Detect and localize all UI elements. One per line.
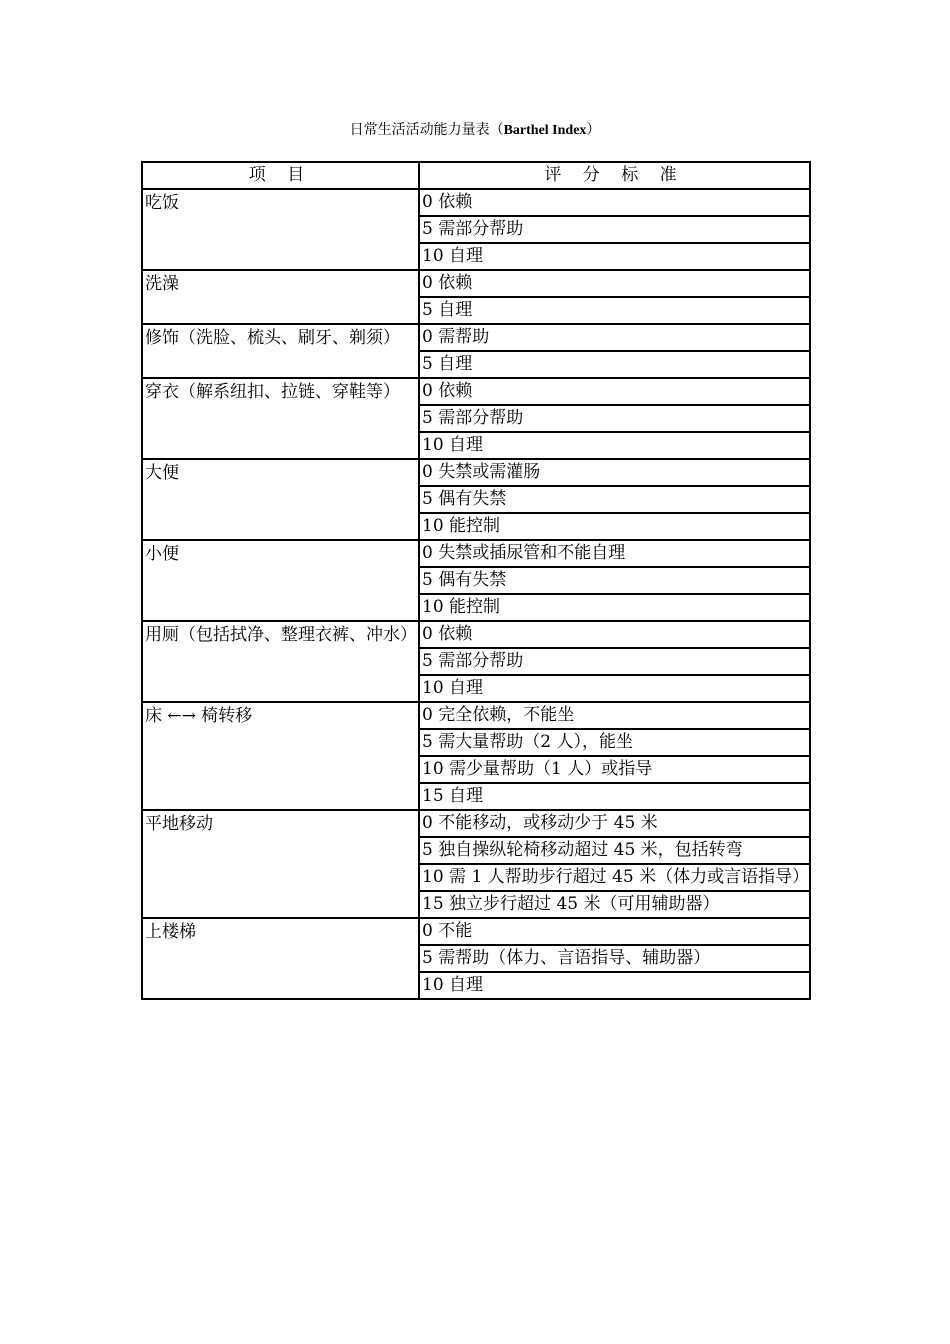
- score-cell: 5 独自操纵轮椅移动超过 45 米，包括转弯: [419, 837, 810, 864]
- table-row: [142, 540, 810, 567]
- header-criteria: 评 分 标 准: [419, 162, 810, 189]
- item-cell: 穿衣（解系纽扣、拉链、穿鞋等）: [142, 378, 419, 459]
- score-cell: 0 不能移动，或移动少于 45 米: [419, 810, 810, 837]
- item-cell: 吃饭: [142, 189, 419, 270]
- score-cell: 0 依赖: [419, 189, 810, 216]
- score-cell: 5 需部分帮助: [419, 405, 810, 432]
- barthel-index-table: [141, 161, 811, 1000]
- document-title: [0, 119, 950, 139]
- table-row: [142, 918, 810, 945]
- score-cell: 5 自理: [419, 351, 810, 378]
- score-cell: 0 依赖: [419, 270, 810, 297]
- title-en: Barthel Index: [503, 123, 587, 138]
- score-cell: 10 自理: [419, 243, 810, 270]
- table-row: [142, 270, 810, 297]
- title-close: ）: [586, 122, 601, 138]
- header-row: [142, 162, 810, 189]
- table-row: [142, 459, 810, 486]
- score-cell: 0 依赖: [419, 378, 810, 405]
- item-cell: 用厕（包括拭净、整理衣裤、冲水）: [142, 621, 419, 702]
- score-cell: 15 自理: [419, 783, 810, 810]
- score-cell: 5 需部分帮助: [419, 216, 810, 243]
- item-cell: 上楼梯: [142, 918, 419, 999]
- table-body: [142, 189, 810, 999]
- score-cell: 0 需帮助: [419, 324, 810, 351]
- score-cell: 10 需 1 人帮助步行超过 45 米（体力或言语指导）: [419, 864, 810, 891]
- score-cell: 5 需大量帮助（2 人），能坐: [419, 729, 810, 756]
- score-cell: 5 需部分帮助: [419, 648, 810, 675]
- score-cell: 15 独立步行超过 45 米（可用辅助器）: [419, 891, 810, 918]
- item-cell: 修饰（洗脸、梳头、刷牙、剃须）: [142, 324, 419, 378]
- score-cell: 0 失禁或需灌肠: [419, 459, 810, 486]
- table-row: [142, 702, 810, 729]
- table-row: [142, 324, 810, 351]
- title-zh: 日常生活活动能力量表（: [349, 122, 504, 138]
- score-cell: 0 完全依赖，不能坐: [419, 702, 810, 729]
- score-cell: 10 能控制: [419, 594, 810, 621]
- table-row: [142, 621, 810, 648]
- header-item: 项 目: [142, 162, 419, 189]
- score-cell: 5 自理: [419, 297, 810, 324]
- table-row: [142, 810, 810, 837]
- score-cell: 10 能控制: [419, 513, 810, 540]
- score-cell: 10 需少量帮助（1 人）或指导: [419, 756, 810, 783]
- table-row: [142, 378, 810, 405]
- item-cell: 大便: [142, 459, 419, 540]
- item-cell: 平地移动: [142, 810, 419, 918]
- item-cell: 洗澡: [142, 270, 419, 324]
- score-cell: 10 自理: [419, 972, 810, 999]
- table-row: [142, 189, 810, 216]
- score-cell: 0 不能: [419, 918, 810, 945]
- score-cell: 10 自理: [419, 675, 810, 702]
- item-cell: 床 ←→ 椅转移: [142, 702, 419, 810]
- item-cell: 小便: [142, 540, 419, 621]
- score-cell: 5 偶有失禁: [419, 567, 810, 594]
- score-cell: 5 偶有失禁: [419, 486, 810, 513]
- score-cell: 10 自理: [419, 432, 810, 459]
- score-cell: 0 依赖: [419, 621, 810, 648]
- score-cell: 0 失禁或插尿管和不能自理: [419, 540, 810, 567]
- score-cell: 5 需帮助（体力、言语指导、辅助器）: [419, 945, 810, 972]
